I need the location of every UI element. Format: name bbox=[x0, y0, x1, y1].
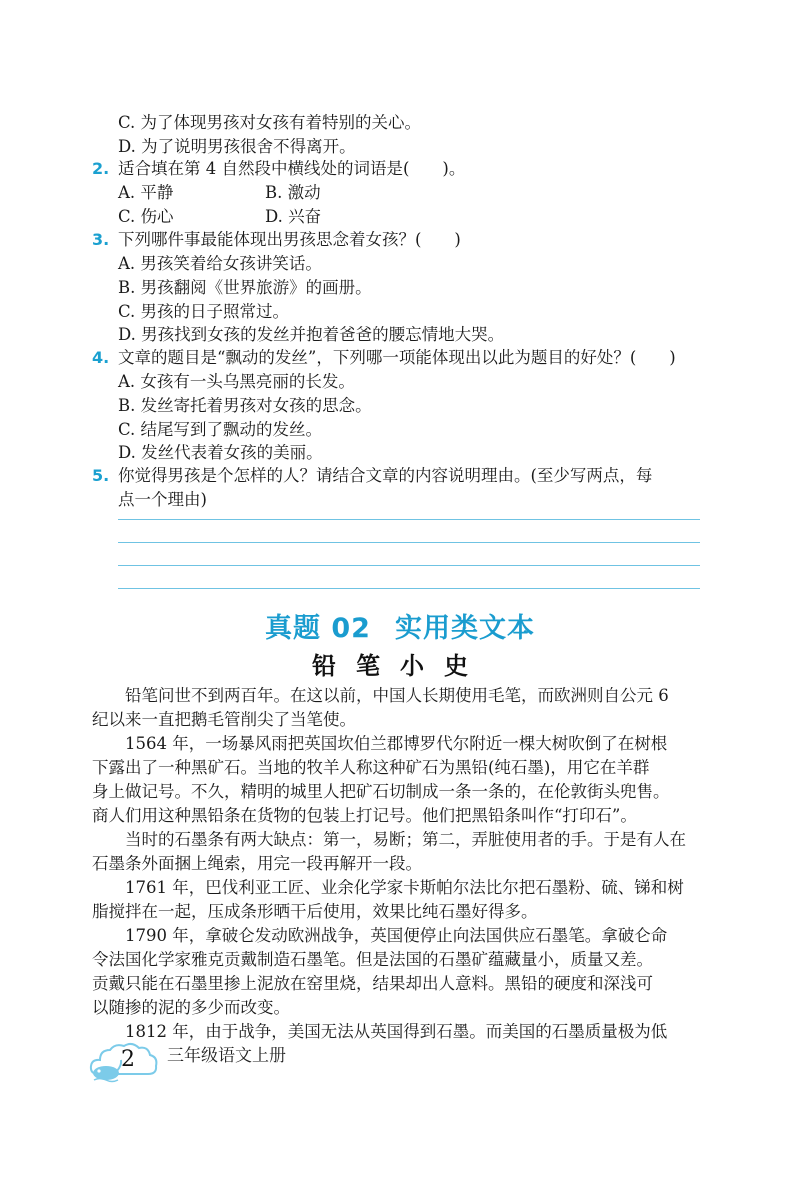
section-name: 实用类文本 bbox=[394, 613, 535, 644]
answer-line[interactable] bbox=[118, 519, 700, 520]
article-title: 铅笔小史 bbox=[312, 652, 488, 680]
article-line: 脂搅拌在一起，压成条形晒干后使用，效果比纯石墨好得多。 bbox=[92, 902, 538, 921]
q1-option-d: D. 为了说明男孩很舍不得离开。 bbox=[118, 137, 356, 156]
article-line: 1812 年，由于战争，美国无法从英国得到石墨。而美国的石墨质量极为低 bbox=[125, 1022, 668, 1041]
q5-number: 5. bbox=[92, 466, 110, 485]
article-line: 1790 年，拿破仑发动欧洲战争，英国便停止向法国供应石墨笔。拿破仑命 bbox=[125, 926, 668, 945]
q4-text: 文章的题目是“飘动的发丝”，下列哪一项能体现出以此为题目的好处？( ) bbox=[118, 348, 676, 367]
q5-text-line-2: 点一个理由) bbox=[118, 490, 207, 509]
section-title bbox=[0, 612, 800, 646]
q2-text: 适合填在第 4 自然段中横线处的词语是( )。 bbox=[118, 159, 466, 178]
book-title: 三年级语文上册 bbox=[167, 1046, 286, 1066]
q4-option-a: A. 女孩有一头乌黑亮丽的长发。 bbox=[118, 372, 355, 391]
q3-text: 下列哪件事最能体现出男孩思念着女孩？( ) bbox=[118, 230, 461, 249]
article-line: 铅笔问世不到两百年。在这以前，中国人长期使用毛笔，而欧洲则自公元 6 bbox=[125, 686, 669, 705]
article-line: 1761 年，巴伐利亚工匠、业余化学家卡斯帕尔法比尔把石墨粉、硫、锑和树 bbox=[125, 878, 684, 897]
article-line: 贡戴只能在石墨里掺上泥放在窑里烧，结果却出人意料。黑铅的硬度和深浅可 bbox=[92, 974, 653, 993]
q4-number: 4. bbox=[92, 348, 110, 367]
article-line: 1564 年，一场暴风雨把英国坎伯兰郡博罗代尔附近一棵大树吹倒了在树根 bbox=[125, 734, 668, 753]
article-line: 以随掺的泥的多少而改变。 bbox=[92, 998, 290, 1017]
answer-line[interactable] bbox=[118, 542, 700, 543]
q3-number: 3. bbox=[92, 230, 110, 249]
q2-option-d: D. 兴奋 bbox=[265, 207, 322, 226]
article-line: 商人们用这种黑铅条在货物的包装上打记号。他们把黑铅条叫作“打印石”。 bbox=[92, 806, 637, 825]
q3-option-b: B. 男孩翻阅《世界旅游》的画册。 bbox=[118, 278, 372, 297]
q5-text-line-1: 你觉得男孩是个怎样的人？请结合文章的内容说明理由。(至少写两点，每 bbox=[118, 466, 653, 485]
article-line: 纪以来一直把鹅毛管削尖了当笔使。 bbox=[92, 710, 356, 729]
q4-option-d: D. 发丝代表着女孩的美丽。 bbox=[118, 443, 323, 462]
q4-option-c: C. 结尾写到了飘动的发丝。 bbox=[118, 420, 323, 439]
q3-option-a: A. 男孩笑着给女孩讲笑话。 bbox=[118, 254, 322, 273]
q4-option-b: B. 发丝寄托着男孩对女孩的思念。 bbox=[118, 396, 372, 415]
q2-option-a: A. 平静 bbox=[118, 183, 174, 202]
q2-option-c: C. 伤心 bbox=[118, 207, 174, 226]
answer-line[interactable] bbox=[118, 565, 700, 566]
answer-line[interactable] bbox=[118, 588, 700, 589]
q3-option-d: D. 男孩找到女孩的发丝并抱着爸爸的腰忘情地大哭。 bbox=[118, 325, 505, 344]
article-line: 身上做记号。不久，精明的城里人把矿石切制成一条一条的，在伦敦街头兜售。 bbox=[92, 782, 670, 801]
q3-option-c: C. 男孩的日子照常过。 bbox=[118, 302, 290, 321]
article-line: 下露出了一种黑矿石。当地的牧羊人称这种矿石为黑铅(纯石墨)，用它在羊群 bbox=[92, 758, 650, 777]
article-line: 当时的石墨条有两大缺点：第一，易断；第二，弄脏使用者的手。于是有人在 bbox=[125, 830, 686, 849]
article-line: 石墨条外面捆上绳索，用完一段再解开一段。 bbox=[92, 854, 422, 873]
q2-number: 2. bbox=[92, 159, 110, 178]
article-line: 令法国化学家雅克贡戴制造石墨笔。但是法国的石墨矿蕴藏量小，质量又差。 bbox=[92, 950, 653, 969]
q2-option-b: B. 激动 bbox=[265, 183, 321, 202]
q1-option-c: C. 为了体现男孩对女孩有着特别的关心。 bbox=[118, 113, 422, 132]
section-label: 真题 02 bbox=[265, 613, 371, 644]
page-number: 2 bbox=[121, 1047, 135, 1072]
